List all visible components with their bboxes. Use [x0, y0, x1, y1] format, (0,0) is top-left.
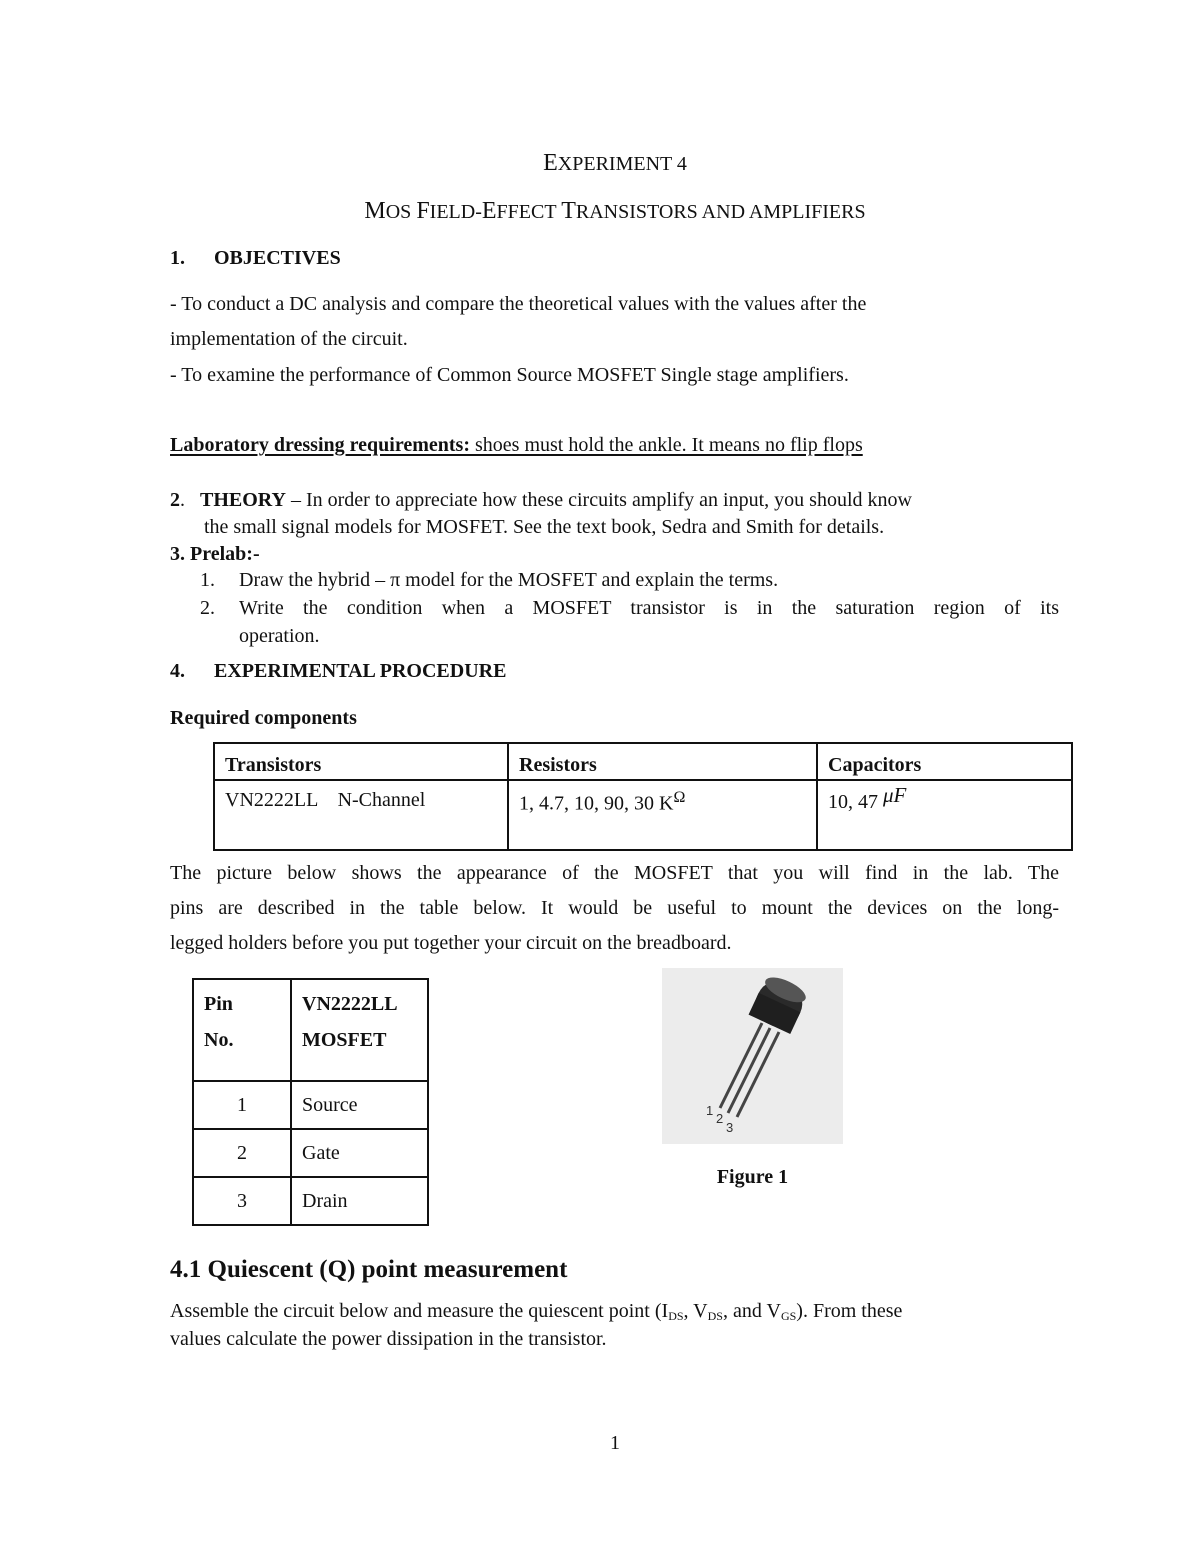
header-capacitors: Capacitors: [817, 743, 1072, 780]
ohm-symbol: Ω: [673, 789, 686, 806]
components-row: [214, 780, 1072, 850]
required-components-heading: Required components: [170, 707, 357, 729]
experiment-title: EXPERIMENT 4: [543, 150, 687, 176]
mosfet-header: VN2222LL MOSFET: [291, 979, 428, 1081]
page-number: 1: [610, 1432, 620, 1454]
theory-line-2: the small signal models for MOSFET. See the text book, Sedra and Smith for details.: [204, 516, 885, 538]
components-header-row: [214, 743, 1072, 780]
cell-transistors: VN2222LL N-Channel: [214, 780, 508, 850]
experiment-subtitle: MOS FIELD-EFFECT TRANSISTORS AND AMPLIFIERS: [364, 198, 866, 224]
pin-table: [192, 978, 429, 1226]
objective-line-3: - To examine the performance of Common Source MOSFET Single stage amplifiers.: [170, 364, 849, 386]
picture-text-line-3: legged holders before you put together your circuit on the breadboard.: [170, 932, 732, 954]
microfarad-symbol: μF: [883, 783, 907, 807]
header-resistors: Resistors: [508, 743, 817, 780]
lead-label: 1: [706, 1103, 714, 1118]
figure-caption: Figure 1: [716, 1166, 789, 1188]
lead-label: 2: [716, 1111, 724, 1126]
prelab-item-2-cont: operation.: [239, 625, 320, 647]
section-4-1-line-2: values calculate the power dissipation in the transistor.: [170, 1328, 607, 1350]
dressing-label: Laboratory dressing requirements:: [170, 434, 470, 456]
components-table: [213, 742, 1073, 851]
pin-no-header: Pin No.: [193, 979, 291, 1081]
lead-label: 3: [726, 1120, 734, 1135]
pin-number: 2: [193, 1129, 291, 1177]
pin-row: [193, 1177, 428, 1225]
pin-name: Drain: [291, 1177, 428, 1225]
objectives-heading: 1. OBJECTIVES: [170, 247, 341, 269]
dressing-text: shoes must hold the ankle. It means no flip flops: [470, 434, 863, 456]
pin-number: 3: [193, 1177, 291, 1225]
procedure-heading: 4. EXPERIMENTAL PROCEDURE: [170, 660, 507, 682]
theory-line-1: 2. THEORY – In order to appreciate how these circuits amplify an input, you should know: [170, 489, 912, 511]
pin-name: Source: [291, 1081, 428, 1129]
pin-row: [193, 1081, 428, 1129]
section-4-1-line-1: Assemble the circuit below and measure the quiescent point ($I_{DS}$, $V_{DS}$, and $V_{GS}$). From these: [170, 1300, 903, 1323]
mosfet-transistor-drawing: [662, 968, 843, 1144]
dressing-requirements: [170, 434, 863, 457]
objective-line-2: implementation of the circuit.: [170, 328, 408, 350]
prelab-heading: 3. Prelab:-: [170, 543, 260, 565]
mosfet-figure: [662, 968, 843, 1144]
picture-text-line-2: pins are described in the table below. It would be useful to mount the devices on the long-: [170, 897, 1059, 919]
prelab-item-2: 2. Write the condition when a MOSFET transistor is in the saturation region of its: [200, 597, 1059, 619]
pin-table-header: [193, 979, 428, 1081]
section-4-1-heading: 4.1 Quiescent (Q) point measurement: [170, 1256, 568, 1283]
pin-row: [193, 1129, 428, 1177]
prelab-item-1: 1. Draw the hybrid – π model for the MOSFET and explain the terms.: [200, 569, 779, 591]
pin-name: Gate: [291, 1129, 428, 1177]
pin-number: 1: [193, 1081, 291, 1129]
picture-text-line-1: The picture below shows the appearance of the MOSFET that you will find in the lab. The: [170, 862, 1059, 884]
cell-resistors: 1, 4.7, 10, 90, 30 $K^\Omega$: [508, 780, 817, 850]
objective-line-1: - To conduct a DC analysis and compare the theoretical values with the values after the: [170, 293, 867, 315]
cell-capacitors: 10, 47 μF: [817, 780, 1072, 850]
header-transistors: Transistors: [214, 743, 508, 780]
